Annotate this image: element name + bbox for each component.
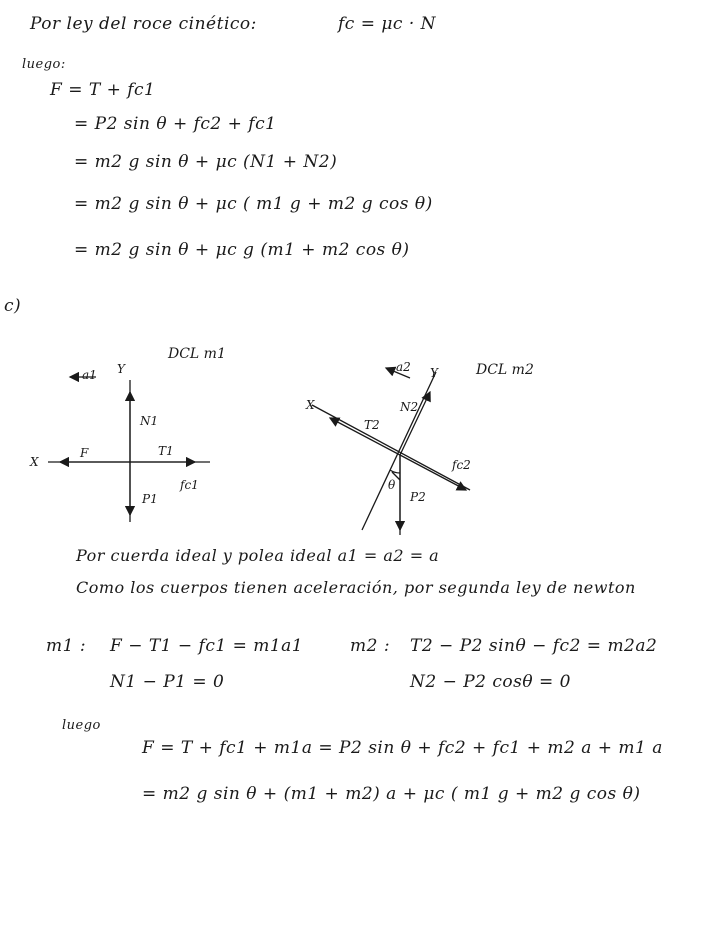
dcl1-label-n: N1: [140, 414, 159, 428]
dcl2-label-x: X: [306, 398, 315, 412]
dcl1-label-f: F: [80, 446, 89, 460]
dcl2-label-a: a2: [396, 360, 411, 374]
part-c-label: c): [4, 296, 22, 316]
dcl1-label-fc: fc1: [180, 478, 199, 492]
luego-label-1: luego:: [22, 57, 66, 72]
m1-eq-y: N1 − P1 = 0: [110, 672, 225, 692]
dcl2-label-theta: θ: [388, 478, 396, 492]
m2-label: m2 :: [350, 636, 391, 656]
final-eq-line-2: = m2 g sin θ + (m1 + m2) a + μc ( m1 g + m2 g cos θ): [142, 784, 641, 804]
dcl2-title: DCL m2: [476, 362, 534, 378]
force-eq-line-2: = P2 sin θ + fc2 + fc1: [74, 114, 277, 134]
dcl2-label-p: P2: [410, 490, 426, 504]
dcl2-angle-arc-2: [390, 470, 400, 473]
dcl1-label-t: T1: [158, 444, 174, 458]
dcl1-label-p: P1: [142, 492, 158, 506]
force-eq-line-3: = m2 g sin θ + μc (N1 + N2): [74, 152, 338, 172]
luego-label-2: luego: [62, 718, 101, 733]
dcl2-label-t: T2: [364, 418, 380, 432]
dcl1-label-a: a1: [82, 368, 97, 382]
force-eq-line-4: = m2 g sin θ + μc ( m1 g + m2 g cos θ): [74, 194, 433, 214]
friction-formula: fc = μc · N: [338, 14, 437, 34]
dcl2-label-n: N2: [400, 400, 419, 414]
dcl2-y-axis: [362, 372, 436, 530]
newton-law-text: Como los cuerpos tienen aceleración, por segunda ley de newton: [76, 578, 636, 597]
intro-text: Por ley del roce cinético:: [30, 14, 257, 34]
final-eq-line-1: F = T + fc1 + m1a = P2 sin θ + fc2 + fc1 + m2 a + m1 a: [142, 738, 663, 758]
m2-eq-y: N2 − P2 cosθ = 0: [410, 672, 571, 692]
force-eq-line-5: = m2 g sin θ + μc g (m1 + m2 cos θ): [74, 240, 410, 260]
dcl2-label-fc: fc2: [452, 458, 471, 472]
force-eq-line-1: F = T + fc1: [50, 80, 156, 100]
m2-eq-x: T2 − P2 sinθ − fc2 = m2a2: [410, 636, 658, 656]
dcl1-label-y: Y: [117, 362, 125, 376]
m1-label: m1 :: [46, 636, 87, 656]
dcl2-label-y: Y: [430, 366, 438, 380]
ideal-rope-text: Por cuerda ideal y polea ideal a1 = a2 = a: [76, 546, 440, 565]
m1-eq-x: F − T1 − fc1 = m1a1: [110, 636, 304, 656]
dcl-m1-diagram: [48, 377, 210, 522]
dcl-m2-diagram: [312, 368, 470, 535]
dcl1-label-x: X: [30, 455, 39, 469]
dcl1-title: DCL m1: [168, 346, 226, 362]
